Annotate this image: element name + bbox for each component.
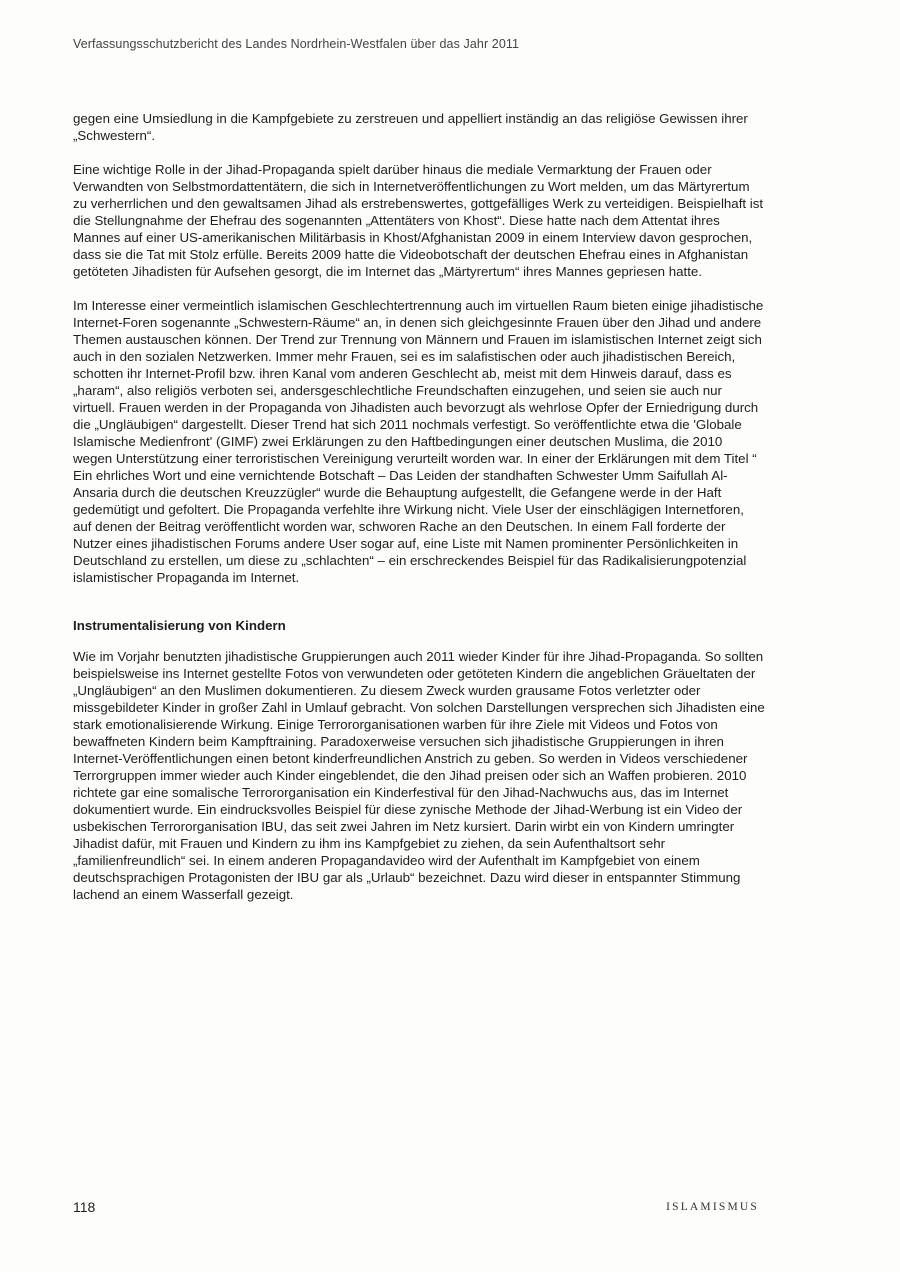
page-number: 118: [73, 1199, 96, 1215]
paragraph: Im Interesse einer vermeintlich islamischen Geschlechtertrennung auch im virtuellen Raum bieten einige jihadistische Internet-Foren sogenannte „Schwestern-Räume“ an, in denen sich gleichgesinnte Frauen über den Jihad und andere Themen austauschen können. Der Trend zur Trennung von Männern und Frauen im islamistischen Internet zeigt sich auch in den sozialen Netzwerken. Immer mehr Frauen, sei es im salafistischen oder auch jihadistischen Bereich, schotten ihr Internet-Profil bzw. ihren Kanal vom anderen Geschlecht ab, meist mit dem Hinweis darauf, dass es „haram“, also religiös verboten sei, andersgeschlechtliche Freundschaften einzugehen, und seien sie auch nur virtuell. Frauen werden in der Propaganda von Jihadisten auch bevorzugt als wehrlose Opfer der Erniedrigung durch die „Ungläubigen“ dargestellt. Dieser Trend hat sich 2011 nochmals verfestigt. So veröffentlichte etwa die 'Globale Islamische Medienfront' (GIMF) zwei Erklärungen zu den Haftbedingungen einer deutschen Muslima, die 2010 wegen Unterstützung einer terroristischen Vereinigung verurteilt worden war. In einer der Erklärungen mit dem Titel “ Ein ehrliches Wort und eine vernichtende Botschaft – Das Leiden der standhaften Schwester Umm Saifullah Al-Ansaria durch die deutschen Kreuzzügler“ wurde die Behauptung aufgestellt, die Gefangene werde in der Haft gedemütigt und gefoltert. Die Propaganda verfehlte ihre Wirkung nicht. Viele User der einschlägigen Internetforen, auf denen der Beitrag veröffentlicht worden war, schworen Rache an den Deutschen. In einem Fall forderte der Nutzer eines jihadistischen Forums andere User sogar auf, eine Liste mit Namen prominenter Persönlichkeiten in Deutschland zu erstellen, um diese zu „schlachten“ – ein erschreckendes Beispiel für das Radikalisierungpotenzial islamistischer Propaganda im Internet.: [73, 298, 764, 585]
paragraph: Eine wichtige Rolle in der Jihad-Propaganda spielt darüber hinaus die mediale Vermarktung der Frauen oder Verwandten von Selbstmordattentätern, die sich in Internetveröffentlichungen zu Wort melden, um das Märtyrertum zu verherrlichen und den gewaltsamen Jihad als erstrebenswertes, gottgefälliges Werk zu verteidigen. Beispielhaft ist die Stellungnahme der Ehefrau des sogenannten „Attentäters von Khost“. Diese hatte nach dem Attentat ihres Mannes auf einer US-amerikanischen Militärbasis in Khost/Afghanistan 2009 in einem Interview davon gesprochen, dass sie die Tat mit Stolz erfülle. Bereits 2009 hatte die Videobotschaft der deutschen Ehefrau eines in Afghanistan getöteten Jihadisten für Aufsehen gesorgt, die im Internet das „Märtyrertum“ ihres Mannes gepriesen hatte.: [73, 162, 764, 279]
paragraph: gegen eine Umsiedlung in die Kampfgebiete zu zerstreuen und appelliert inständig an das religiöse Gewissen ihrer „Schwestern“.: [73, 111, 748, 143]
paragraph: Wie im Vorjahr benutzten jihadistische Gruppierungen auch 2011 wieder Kinder für ihre Jihad-Propaganda. So sollten beispielsweise ins Internet gestellte Fotos von verwundeten oder getöteten Kindern die angeblichen Gräueltaten der „Ungläubigen“ an den Muslimen dokumentieren. Zu diesem Zweck wurden grausame Fotos verletzter oder missgebildeter Kinder in großer Zahl in Umlauf gebracht. Von solchen Darstellungen versprechen sich Jihadisten eine stark emotionalisierende Wirkung. Einige Terrororganisationen warben für ihre Ziele mit Videos und Fotos von bewaffneten Kindern beim Kampftraining. Paradoxerweise versuchen sich jihadistische Gruppierungen in ihren Internet-Veröffentlichungen einen betont kinderfreundlichen Anstrich zu geben. So werden in Videos verschiedener Terrorgruppen immer wieder auch Kinder eingeblendet, die den Jihad preisen oder sich an Waffen probieren. 2010 richtete gar eine somalische Terrororganisation ein Kinderfestival für den Jihad-Nachwuchs aus, das im Internet dokumentiert wurde. Ein eindrucksvolles Beispiel für diese zynische Methode der Jihad-Werbung ist ein Video der usbekischen Terrororganisation IBU, das seit zwei Jahren im Netz kursiert. Darin wirbt ein von Kindern umringter Jihadist dafür, mit Frauen und Kindern zu ihm ins Kampfgebiet zu ziehen, da sein Aufenthaltsort sehr „familienfreundlich“ sei. In einem anderen Propagandavideo wird der Aufenthalt im Kampfgebiet von einem deutschsprachigen Protagonisten der IBU gar als „Urlaub“ bezeichnet. Dazu wird dieser in entspannter Stimmung lachend an einem Wasserfall gezeigt.: [73, 649, 765, 902]
footer-section-label: ISLAMISMUS: [666, 1201, 759, 1213]
body-text: [73, 110, 765, 903]
section-heading: Instrumentalisierung von Kindern: [73, 618, 286, 633]
running-header: Verfassungsschutzbericht des Landes Nordrhein-Westfalen über das Jahr 2011: [73, 37, 520, 51]
